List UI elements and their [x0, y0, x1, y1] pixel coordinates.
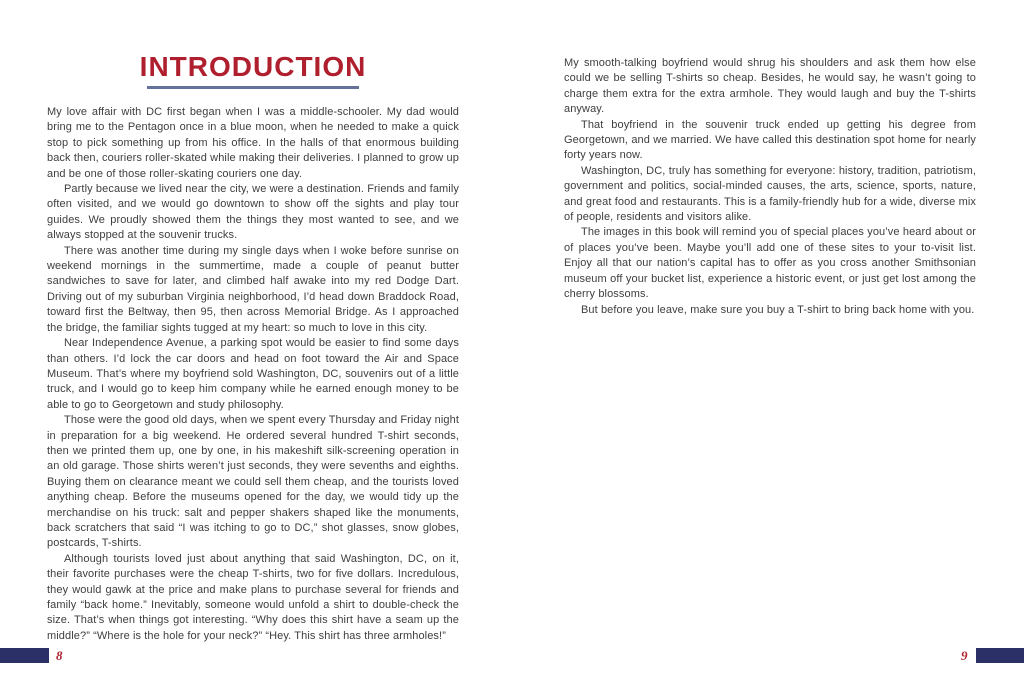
- right-page-body: [564, 56, 976, 318]
- title-underline-rule: [147, 86, 359, 89]
- body-paragraph: Near Independence Avenue, a parking spot would be easier to find some days than others. I’d lock the car doors and head on foot toward the Air and Space Museum. That’s where my boyfriend sold Washington, DC, souvenirs out of a little truck, and I would go to keep him company while he earned enough money to be able to go to Georgetown and study philosophy.: [47, 337, 459, 411]
- body-paragraph: My smooth-talking boyfriend would shrug his shoulders and ask them how else could we be selling T-shirts so cheap. Besides, he would say, he wasn’t going to charge them extra for the extra armhole. They would laugh and buy the T-shirts anyway.: [564, 57, 976, 116]
- page-number-left: 8: [56, 648, 63, 663]
- body-paragraph: Although tourists loved just about anything that said Washington, DC, on it, their favorite purchases were the cheap T-shirts, two for five dollars. Incredulous, they would gawk at the price and make plans to purchase several for friends and family “back home.” Inevitably, someone would unfold a shirt to double-check the size. That’s when things got interesting. “Why does this shirt have a seam up the middle?” “Where is the hole for your neck?” “Hey. This shirt has three armholes!”: [47, 552, 459, 642]
- footer-corner-bar-left: [0, 648, 49, 663]
- left-page: [47, 52, 459, 644]
- page-number-right: 9: [961, 648, 968, 663]
- body-paragraph: There was another time during my single days when I woke before sunrise on weekend mornings in the summertime, made a couple of peanut butter sandwiches to save for later, and climbed half awake into my red Dodge Dart. Driving out of my suburban Virginia neighborhood, I’d head down Braddock Road, toward first the Beltway, then 95, then across Memorial Bridge. As I approached the bridge, the familiar sights tugged at my heart: so much to love in this city.: [47, 244, 459, 334]
- chapter-title: INTRODUCTION: [139, 51, 367, 82]
- body-paragraph: My love affair with DC first began when I was a middle-schooler. My dad would bring me to the Pentagon once in a blue moon, when he needed to make a quick stop to pick something up from his office. In the halls of that enormous building back then, couriers roller-skated while making their deliveries. I planned to grow up and be one of those roller-skating couriers one day.: [47, 106, 459, 180]
- body-paragraph: Partly because we lived near the city, we were a destination. Friends and family often visited, and we would go downtown to show off the sights and play tour guides. We proudly showed them the things they most wanted to see, and we always stopped at the souvenir trucks.: [47, 183, 459, 242]
- footer-corner-bar-right: [976, 648, 1024, 663]
- body-paragraph: Those were the good old days, when we spent every Thursday and Friday night in preparation for a big weekend. He ordered several hundred T-shirt seconds, then we printed them up, one by one, in his makeshift silk-screening operation in an old garage. Those shirts weren’t just seconds, they were sevenths and eighths. Buying them on clearance meant we could sell them cheap, and the tourists loved anything cheap. Before the museums opened for the day, we would tidy up the merchandise on his truck: salt and pepper shakers shaped like the monuments, back scratchers that said “I was itching to go to DC,” shot glasses, snow globes, postcards, T-shirts.: [47, 414, 459, 550]
- body-paragraph: Washington, DC, truly has something for everyone: history, tradition, patriotism, government and politics, social-minded causes, the arts, science, sports, nature, and great food and restaurants. This is a family-friendly hub for a wide, diverse mix of people, residents and visitors alike.: [564, 164, 976, 224]
- body-paragraph: But before you leave, make sure you buy a T-shirt to bring back home with you.: [581, 303, 975, 316]
- body-paragraph: That boyfriend in the souvenir truck ended up getting his degree from Georgetown, and we married. We have called this destination spot home for nearly forty years now.: [564, 118, 976, 162]
- left-page-body: [47, 105, 459, 644]
- body-paragraph: The images in this book will remind you of special places you’ve heard about or of places you’ve been. Maybe you’ll add one of these sites to your to-visit list. Enjoy all that our nation’s capital has to offer as you cross another Smithsonian museum off your bucket list, experience a historic event, or just get lost among the cherry blossoms.: [564, 226, 976, 301]
- right-page: [564, 56, 976, 318]
